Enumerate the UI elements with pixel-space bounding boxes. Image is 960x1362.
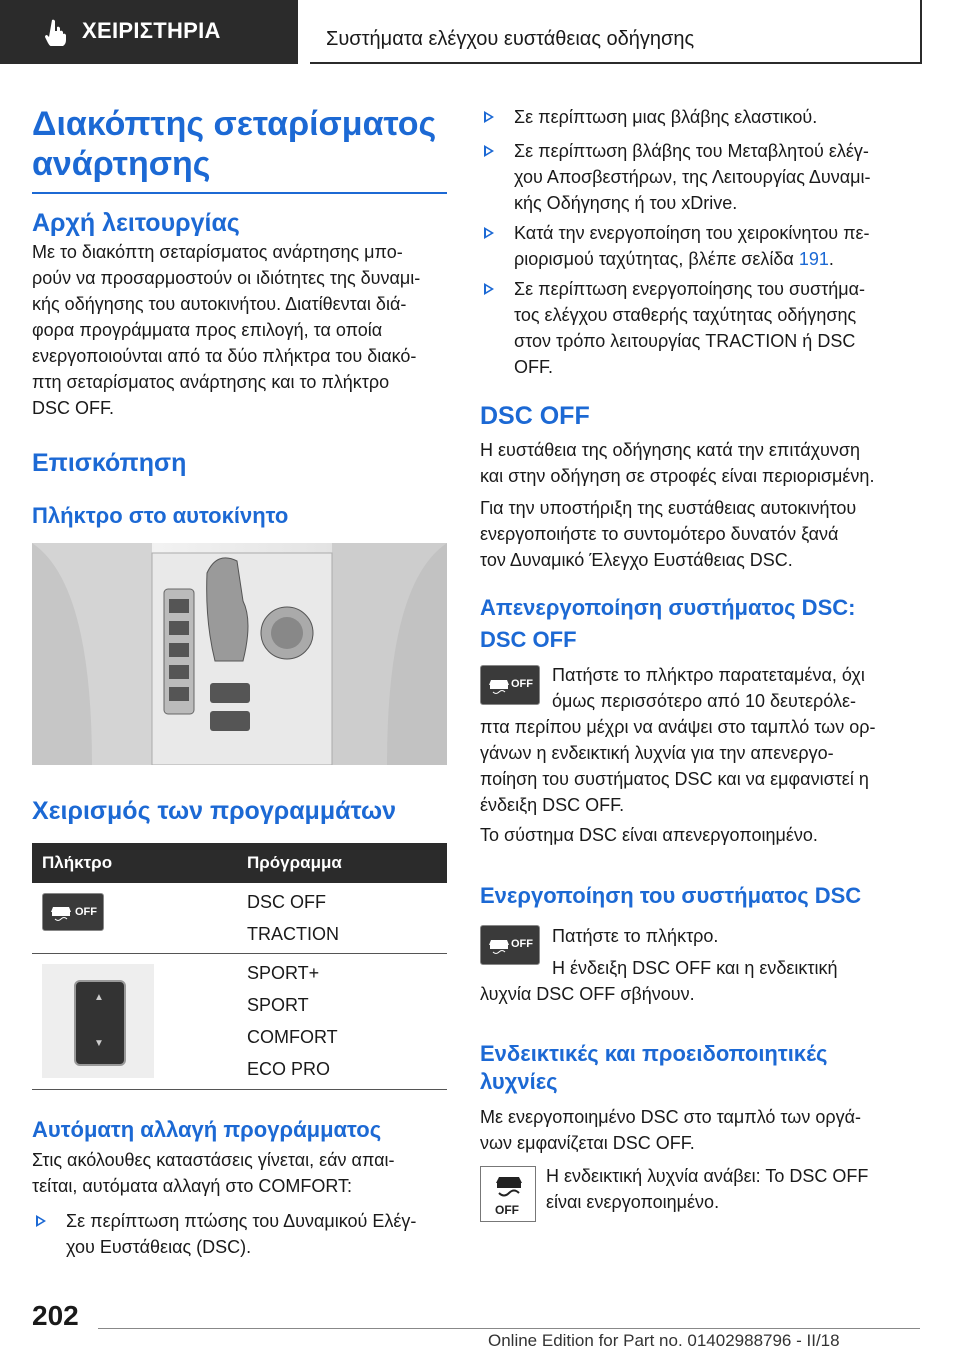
text-segment: . (828, 249, 834, 269)
text-line: ρούν να προσαρμοστούν οι ιδιότητες της δυναμι‐ (32, 268, 421, 288)
table-col-key: Πλήκτρο (42, 853, 113, 872)
header-section-title: ΧΕΙΡΙΣΤΗΡΙΑ (82, 18, 221, 43)
heading-line: DSC OFF (480, 627, 577, 652)
text-line: ενεργοποιήστε το συντομότερο δυνατόν ξανά (480, 524, 839, 544)
text-line: νων εμφανίζεται DSC OFF. (480, 1133, 695, 1153)
page-title-line-1: Διακόπτης σεταρίσματος (32, 105, 437, 143)
activate-text-2 (480, 955, 920, 1007)
text-line: Σε περίπτωση βλάβης του Μεταβλητού ελέγ‐ (514, 141, 869, 161)
heading-line: Ενδεικτικές και προειδοποιητικές (480, 1041, 828, 1066)
page-title-line-2: ανάρτησης (32, 145, 211, 183)
text-line: είναι ενεργοποιημένο. (546, 1192, 720, 1212)
program-sport-plus: SPORT+ (247, 963, 320, 983)
page-number: 202 (32, 1300, 79, 1331)
table-row (32, 954, 447, 1090)
programs-heading: Χειρισμός των προγραμμάτων (32, 797, 397, 825)
footer-divider (98, 1328, 920, 1329)
text-line: τείται, αυτόματα αλλαγή στο COMFORT: (32, 1176, 353, 1196)
arrow-down-icon: ▼ (94, 1038, 104, 1049)
list-item (32, 1208, 452, 1260)
dsc-off-indicator-lamp-icon (480, 1166, 536, 1222)
text-line: Σε περίπτωση ενεργοποίησης του συστήμα‐ (514, 279, 865, 299)
program-traction: TRACTION (247, 924, 339, 944)
list-item (480, 220, 920, 272)
list-item (480, 104, 920, 130)
dsc-off-heading: DSC OFF (480, 402, 590, 430)
deactivate-result: Το σύστημα DSC είναι απενεργοποιημένο. (480, 825, 818, 845)
activate-text-1: Πατήστε το πλήκτρο. (552, 926, 719, 946)
programs-table (32, 843, 447, 1090)
program-dsc-off: DSC OFF (247, 892, 326, 912)
heading-line: Απενεργοποίηση συστήματος DSC: (480, 595, 856, 620)
program-comfort: COMFORT (247, 1027, 338, 1047)
deactivate-text (480, 662, 920, 818)
text-line: γάνων η ενδεικτική λυχνία για την απενεργο‐ (480, 743, 834, 763)
text-line: λυχνία DSC OFF σβήνουν. (480, 984, 695, 1004)
header-section-tab (0, 0, 298, 64)
car-console-photo (32, 543, 447, 765)
dsc-off-text-2 (480, 495, 920, 573)
text-line: χου Ευστάθειας (DSC). (66, 1237, 252, 1257)
console-illustration (32, 543, 447, 765)
bullet-triangle-icon (484, 227, 494, 239)
text-line: Κατά την ενεργοποίηση του χειροκίνητου πε‐ (514, 223, 870, 243)
text-line: OFF. (514, 357, 553, 377)
table-header (32, 843, 447, 883)
text-line: τον Δυναμικό Έλεγχο Ευστάθειας DSC. (480, 550, 793, 570)
text-line: πτα περίπου μέχρι να ανάψει στο ταμπλό των ορ‐ (480, 717, 876, 737)
button-heading: Πλήκτρο στο αυτοκίνητο (32, 503, 289, 528)
text-line: ένδειξη DSC OFF. (480, 795, 625, 815)
text-line: στον τρόπο λειτουργίας TRACTION ή DSC (514, 331, 856, 351)
text-segment: ριορισμού ταχύτητας, βλέπε σελίδα (514, 249, 799, 269)
list-item (480, 276, 920, 380)
text-line: πτη σεταρίσματος ανάρτησης και το πλήκτρο (32, 372, 390, 392)
deactivate-heading (480, 594, 855, 654)
text-line: όμως περισσότερο από 10 δευτερόλε‐ (552, 691, 856, 711)
text-line: κής Οδήγησης ή του xDrive. (514, 193, 738, 213)
bullet-triangle-icon (484, 283, 494, 295)
text-line: Σε περίπτωση μιας βλάβης ελαστικού. (514, 107, 818, 127)
text-line: κής οδήγησης του αυτοκινήτου. Διατίθενται διά‐ (32, 294, 407, 314)
text-line: Στις ακόλουθες καταστάσεις γίνεται, εάν απαι‐ (32, 1150, 395, 1170)
text-line: και στην οδήγηση σε στροφές είναι περιορισμένη. (480, 466, 875, 486)
dsc-off-key-icon (42, 893, 104, 931)
activate-heading: Ενεργοποίηση του συστήματος DSC (480, 883, 862, 908)
page-reference-link[interactable]: 191 (798, 249, 829, 269)
text-line: Πατήστε το πλήκτρο παρατεταμένα, όχι (552, 665, 865, 685)
text-line: φορα προγράμματα προς επιλογή, τα οποία (32, 320, 383, 340)
header-chapter-title: Συστήματα ελέγχου ευστάθειας οδήγησης (326, 28, 695, 50)
text-line: ενεργοποιούνται από τα δύο πλήκτρα του διακό‐ (32, 346, 417, 366)
program-eco-pro: ECO PRO (247, 1059, 331, 1079)
bullet-triangle-icon (484, 145, 494, 157)
text-line: τος ελέγχου σταθερής ταχύτητας οδήγησης (514, 305, 857, 325)
key-label: OFF (511, 938, 533, 950)
text-line: Σε περίπτωση πτώσης του Δυναμικού Ελέγ‐ (66, 1211, 417, 1231)
mode-switch-image (42, 964, 154, 1078)
header-chapter (310, 0, 922, 64)
list-item (480, 138, 920, 216)
heading-line: λυχνίες (480, 1069, 558, 1094)
principle-text (32, 239, 452, 421)
text-line (514, 246, 920, 272)
key-label: OFF (75, 906, 97, 918)
principle-heading: Αρχή λειτουργίας (32, 209, 240, 237)
table-row (32, 883, 447, 954)
auto-change-heading: Αυτόματη αλλαγή προγράμματος (32, 1117, 382, 1142)
key-label: OFF (511, 678, 533, 690)
text-line: Με το διακόπτη σεταρίσματος ανάρτησης μπο‐ (32, 242, 403, 262)
indicator-label: OFF (495, 1203, 519, 1217)
arrow-up-icon: ▲ (94, 992, 104, 1003)
bullet-triangle-icon (36, 1215, 46, 1227)
text-line: Με ενεργοποιημένο DSC στο ταμπλό των οργά‐ (480, 1107, 861, 1127)
text-line: Η ενδεικτική λυχνία ανάβει: Το DSC OFF (546, 1166, 869, 1186)
lamps-text (480, 1104, 920, 1156)
text-line: Η ένδειξη DSC OFF και η ενδεικτική (552, 958, 838, 978)
dsc-off-text-1 (480, 437, 920, 489)
lamps-heading (480, 1040, 827, 1096)
text-line: χου Αποσβεστήρων, της Λειτουργίας Δυναμι‐ (514, 167, 871, 187)
footer-edition: Online Edition for Part no. 01402988796 - II/18 (488, 1331, 840, 1350)
program-sport: SPORT (247, 995, 309, 1015)
hand-icon (44, 18, 70, 46)
text-line: Η ευστάθεια της οδήγησης κατά την επιτάχυνση (480, 440, 861, 460)
auto-change-text (32, 1147, 452, 1199)
table-col-program: Πρόγραμμα (247, 853, 342, 872)
lamp-text (546, 1163, 922, 1215)
text-line: DSC OFF. (32, 398, 115, 418)
text-line: Για την υποστήριξη της ευστάθειας αυτοκινήτου (480, 498, 857, 518)
overview-heading: Επισκόπηση (32, 449, 187, 477)
bullet-triangle-icon (484, 111, 494, 123)
page-title (32, 104, 447, 194)
text-line: ποίηση του συστήματος DSC και να εμφανιστεί η (480, 769, 869, 789)
